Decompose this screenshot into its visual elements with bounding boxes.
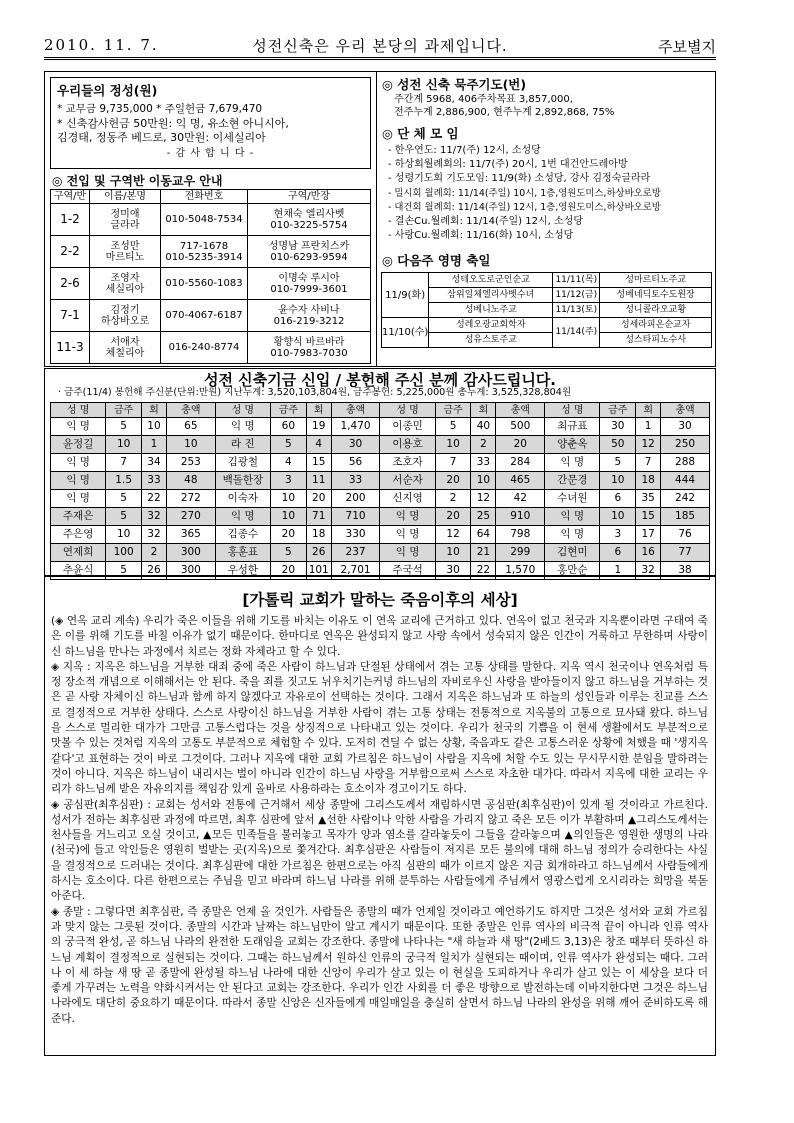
donor-value-cell: 500 [496, 418, 545, 436]
donor-value-cell: 5 [600, 454, 636, 472]
donor-name-cell: 홍만순 [545, 562, 600, 580]
article-paragraph: ◈ 종말 : 그렇다면 최후심판, 즉 종말은 언제 올 것인가. 사람들은 종말의 때가 언제일 것이라고 예언하기도 하지만 그것은 성서와 교회 가르침과 맞지 않는 그릇된 것이다. 종말의 시간과 날짜는 하느님만이 알고 계시기 때문이다. 또한 종말은 인류 역사의 비극적 끝이 아니라 인류 역사의 궁극적 완성, 곧 하느님 나라의 완전한 도래임을 교회는 강조한다. 종말에 나타나는 "새 하늘과 새 땅"(2베드 3,13)은 창조 때부터 뜻하신 하느님 계획이 결정적으로 실현되는 것이다. 그때는 하느님께서 원하신 인류의 궁극적 일치가 실현되는 때이며, 인류 역사가 완성되는 때다. 그러나 이 세 하늘 새 땅 곧 종말에 완성될 하느님 나라에 대한 신앙이 우리가 살고 있는 이 현실을 도피하거나 우리가 살고 있는 이 세상을 보다 더 좋게 가꾸려는 노력을 약화시켜서는 안 된다고 교회는 강조한다. 우리가 인간 사회를 더 좋은 방향으로 발전하는데 이바지한다면 그것은 하느님 나라에도 대단히 중요하기 때문이다. 따라서 종말 신앙은 신자들에게 매일매일을 충실히 살면서 하느님 나라의 완성을 위해 깨어 준비하도록 해준다. [51, 905, 708, 1025]
col-area: 구역/반 [51, 190, 90, 204]
table-row [51, 236, 371, 268]
table-row [51, 526, 710, 544]
name-cell: 정미애 글라라 [90, 204, 161, 236]
donor-value-cell: 11 [306, 472, 331, 490]
name-cell: 조영자 세실리아 [90, 268, 161, 300]
table-row [51, 268, 371, 300]
donor-value-cell: 300 [166, 544, 215, 562]
donor-value-cell: 3 [270, 472, 306, 490]
fund-header-cell: 금주 [106, 403, 142, 418]
donor-value-cell: 12 [636, 436, 661, 454]
fund-header-cell: 회 [142, 403, 167, 418]
donor-value-cell: 20 [270, 562, 306, 580]
donor-value-cell: 253 [166, 454, 215, 472]
fund-header-cell: 성 명 [545, 403, 600, 418]
feast-date: 11/9(화) [382, 273, 429, 318]
donor-value-cell: 242 [661, 490, 710, 508]
article-paragraph: ◈ 공심판(최후심판) : 교회는 성서와 전통에 근거해서 세상 종말에 그리스도께서 재림하시면 공심판(최후심판)이 있게 될 것이라고 가르친다. 성서가 전하는 최후심판 과정에 따르면, 최후 심판에 앞서 ▲선한 사람이나 악한 사람을 가리지 않고 죽은 모든 이가 부활하며 ▲그리스도께서는 천사들을 거느리고 오실 것이고, ▲모든 민족들을 불러놓고 목자가 양과 염소를 갈라놓듯이 그들을 갈라놓으며 ▲의인들은 영원한 생명의 나라(천국)에 들고 악인들은 영원히 벌받는 곳(지옥)으로 쫓겨간다. 최후심판은 사람들이 저지른 모든 불의에 대해 하느님 정의가 승리한다는 사실을 결정적으로 드러내는 것이다. 최후심판에 대한 가르침은 한편으로는 아직 심판의 때가 이르지 않은 지금 회개하라고 하느님께서 사람들에게 하시는 호소이다. 다른 한편으로는 주님을 믿고 바라며 하느님 나라를 위해 분투하는 사람들에게 주님께서 영광스럽게 오시리라는 희망을 북돋아준다. [51, 798, 708, 903]
donor-value-cell: 6 [600, 544, 636, 562]
donor-value-cell: 185 [661, 508, 710, 526]
donor-value-cell: 365 [166, 526, 215, 544]
groups-title: ◎ 단 체 모 임 [382, 126, 459, 141]
donor-value-cell: 22 [142, 490, 167, 508]
name-cell: 김정기 하상바오로 [90, 300, 161, 332]
donor-value-cell: 17 [636, 526, 661, 544]
donor-value-cell: 40 [471, 418, 496, 436]
donor-name-cell: 연제희 [51, 544, 106, 562]
fund-header-cell: 회 [306, 403, 331, 418]
group-item: - 사랑Cu.월례회: 11/16(화) 10시, 소성당 [388, 230, 574, 242]
group-item: - 밀시회 월례회: 11/14(주일) 10시, 1층,영원도미스,하상바오로방 [388, 187, 661, 199]
group-item: - 성령기도회 기도모임: 11/9(화) 소성당, 강사 김정숙글라라 [388, 173, 651, 185]
donor-value-cell: 3 [600, 526, 636, 544]
table-row [382, 273, 712, 288]
donor-value-cell: 56 [331, 454, 380, 472]
phone-cell: 717-1678 010-5235-3914 [161, 236, 248, 268]
donor-value-cell: 15 [306, 454, 331, 472]
donor-name-cell: 조호자 [380, 454, 435, 472]
donor-value-cell: 5 [270, 544, 306, 562]
fund-header-cell: 금주 [435, 403, 471, 418]
donor-name-cell: 김현미 [545, 544, 600, 562]
donor-value-cell: 100 [106, 544, 142, 562]
donor-value-cell: 22 [471, 562, 496, 580]
donor-name-cell: 익 명 [51, 454, 106, 472]
donor-value-cell: 330 [331, 526, 380, 544]
leader-cell: 윤수자 사비나 016-219-3212 [248, 300, 371, 332]
fund-table [50, 402, 710, 580]
table-row [51, 454, 710, 472]
feast-saint: 성세라피온순교자 [600, 318, 712, 333]
col-name: 이름/본명 [90, 190, 161, 204]
feast-saint: 성스타피노수사 [600, 333, 712, 348]
donor-value-cell: 300 [166, 562, 215, 580]
donor-name-cell: 익 명 [215, 508, 270, 526]
donor-value-cell: 33 [142, 472, 167, 490]
donor-name-cell: 우성한 [215, 562, 270, 580]
donor-value-cell: 710 [331, 508, 380, 526]
feast-saint: 성테오도로군인순교 [429, 273, 553, 288]
offering-line3: 김경태, 정동주 베드로, 30만원: 이세실리아 [57, 131, 266, 144]
phone-cell: 070-4067-6187 [161, 300, 248, 332]
phone-cell: 016-240-8774 [161, 332, 248, 364]
feast-saint: 성베니노주교 [429, 303, 553, 318]
donor-value-cell: 7 [636, 454, 661, 472]
donor-value-cell: 7 [435, 454, 471, 472]
feast-title: ◎ 다음주 영명 축일 [382, 253, 491, 268]
donor-value-cell: 19 [306, 418, 331, 436]
donor-name-cell: 최규표 [545, 418, 600, 436]
offering-line1: * 교무금 9,735,000 * 주일헌금 7,679,470 [57, 103, 263, 115]
donor-value-cell: 48 [166, 472, 215, 490]
donor-value-cell: 444 [661, 472, 710, 490]
donor-value-cell: 32 [142, 526, 167, 544]
fund-header-cell: 회 [636, 403, 661, 418]
donor-value-cell: 250 [661, 436, 710, 454]
donor-value-cell: 21 [471, 544, 496, 562]
fund-header-cell: 총액 [661, 403, 710, 418]
feast-date: 11/10(수) [382, 318, 429, 348]
donor-value-cell: 26 [306, 544, 331, 562]
table-row [51, 418, 710, 436]
donor-value-cell: 32 [142, 508, 167, 526]
article-body [51, 614, 708, 1027]
donor-value-cell: 10 [435, 436, 471, 454]
article-paragraph: ◈ 지옥 : 지옥은 하느님을 거부한 대죄 중에 죽은 사람이 하느님과 단절된 상태에서 겪는 고통 상태를 말한다. 지옥 역시 천국이나 연옥처럼 특정 장소적 개념으로 이해해서는 안 된다. 죽을 죄를 짓고도 뉘우치기는커녕 하느님의 자비로우신 사랑을 받아들이지 않고 하느님을 거부하는 것은 곧 사랑 자체이신 하느님과 함께 하지 않겠다고 자유로이 선택하는 것이다. 그래서 지옥은 하느님과 또 하늘의 성인들과 이루는 친교를 스스로 결정적으로 거부한 상태다. 스스로 사랑이신 하느님을 거부한 사람이 겪는 고통 상태는 전통적으로 지옥불의 고통으로 묘사돼 왔다. 하느님을 스스로 멀리한 대가가 그만큼 고통스럽다는 것을 상징적으로 나타내고 있는 것이다. 우리가 천국의 기쁨을 이 현세 생활에서도 부분적으로 맛볼 수 있는 것처럼 지옥의 고통도 부분적으로 체험할 수 있다. 도저히 견딜 수 없는 상황, 죽음과도 같은 고통스러운 상황에 처했을 때 '생지옥 같다'고 표현하는 것이 바로 그것이다. 그러나 지옥에 대한 교회 가르침은 하느님이 사람을 지옥에 처할 수도 있는 무시무시한 분임을 말하려는 것이 아니다. 지옥은 하느님이 내리시는 벌이 아니라 인간이 하느님 사랑을 거부함으로써 스스로 자초한 대가다. 따라서 지옥에 대한 교리는 우리가 하느님께 받은 자유의지를 책임감 있게 올바로 사용하라는 호소이자 경고이기도 하다. [51, 660, 708, 796]
donor-name-cell: 추윤식 [51, 562, 106, 580]
donor-name-cell: 익 명 [380, 544, 435, 562]
donor-value-cell: 270 [166, 508, 215, 526]
fund-header-cell: 성 명 [51, 403, 106, 418]
donor-value-cell: 10 [600, 508, 636, 526]
donor-value-cell: 798 [496, 526, 545, 544]
donor-name-cell: 주은영 [51, 526, 106, 544]
donor-value-cell: 5 [106, 418, 142, 436]
donor-value-cell: 4 [306, 436, 331, 454]
donor-value-cell: 7 [106, 454, 142, 472]
donor-name-cell: 신지영 [380, 490, 435, 508]
donor-value-cell: 10 [142, 418, 167, 436]
donor-value-cell: 5 [106, 490, 142, 508]
donor-value-cell: 2,701 [331, 562, 380, 580]
table-row [382, 318, 712, 333]
donor-value-cell: 30 [435, 562, 471, 580]
offering-line2: * 신축감사헌금 50만원: 익 명, 유소현 아니시아, [57, 117, 289, 130]
donor-value-cell: 1 [142, 436, 167, 454]
donor-name-cell: 김종수 [215, 526, 270, 544]
donor-value-cell: 1,570 [496, 562, 545, 580]
donor-value-cell: 5 [435, 418, 471, 436]
donor-name-cell: 익 명 [380, 508, 435, 526]
fund-header-cell: 금주 [600, 403, 636, 418]
donor-value-cell: 10 [270, 508, 306, 526]
donor-name-cell: 라 진 [215, 436, 270, 454]
offering-box [50, 77, 371, 169]
donor-value-cell: 18 [306, 526, 331, 544]
feast-saint: 삼위일체엘리사벳수녀 [429, 288, 553, 303]
donor-value-cell: 30 [331, 436, 380, 454]
column-divider [376, 71, 377, 367]
donor-name-cell: 서순자 [380, 472, 435, 490]
table-row [51, 436, 710, 454]
donor-name-cell: 이용호 [380, 436, 435, 454]
feast-saint: 성유스토주교 [429, 333, 553, 348]
fund-subtitle: · 금주(11/4) 봉헌해 주신분(단위:만원) 지난누계: 3,520,103,804원, 금주봉헌: 5,225,000원 총누계: 3,525,328,804원 [58, 387, 572, 398]
transfer-title: ◎ 전입 및 구역반 이동교우 안내 [52, 174, 223, 188]
rosary-section [382, 75, 712, 119]
fund-header-cell: 성 명 [215, 403, 270, 418]
donor-value-cell: 200 [331, 490, 380, 508]
fund-header-cell: 회 [471, 403, 496, 418]
area-cell: 1-2 [51, 204, 90, 236]
donor-value-cell: 30 [600, 418, 636, 436]
donor-value-cell: 65 [166, 418, 215, 436]
transfer-table [50, 189, 371, 364]
header-rule [44, 57, 716, 58]
feast-table [381, 272, 712, 348]
donor-value-cell: 2 [142, 544, 167, 562]
groups-section [382, 124, 712, 243]
table-row [51, 204, 371, 236]
donor-value-cell: 25 [471, 508, 496, 526]
donor-name-cell: 익 명 [51, 490, 106, 508]
donor-value-cell: 10 [471, 472, 496, 490]
donor-value-cell: 20 [496, 436, 545, 454]
table-row [382, 288, 712, 303]
group-item: - 결손Cu.월례회: 11/14(주일) 12시, 소성당 [388, 216, 583, 228]
donor-value-cell: 32 [636, 562, 661, 580]
donor-value-cell: 910 [496, 508, 545, 526]
donor-value-cell: 237 [331, 544, 380, 562]
col-phone: 전화번호 [161, 190, 248, 204]
donor-value-cell: 35 [636, 490, 661, 508]
header-rule-2 [44, 59, 716, 60]
donor-name-cell: 양춘옥 [545, 436, 600, 454]
donor-value-cell: 30 [661, 418, 710, 436]
table-row [51, 332, 371, 364]
name-cell: 서애자 체칠리아 [90, 332, 161, 364]
donor-value-cell: 10 [270, 490, 306, 508]
donor-name-cell: 백돌한장 [215, 472, 270, 490]
feast-date: 11/11(목) [553, 273, 600, 288]
rosary-line2: 전주누계 2,886,900, 현주누계 2,892,868, 75% [394, 107, 615, 118]
donor-name-cell: 이종민 [380, 418, 435, 436]
donor-value-cell: 272 [166, 490, 215, 508]
leader-cell: 현채숙 엘리사벳 010-3225-5754 [248, 204, 371, 236]
donor-value-cell: 299 [496, 544, 545, 562]
fund-title: 성전 신축기금 신입 / 봉헌해 주신 분께 감사드립니다. [203, 371, 557, 389]
rosary-title: ◎ 성전 신축 묵주기도(번) [382, 77, 527, 92]
donor-value-cell: 10 [106, 526, 142, 544]
rosary-line1: 주간계 5968, 406주차목표 3,857,000, [394, 94, 573, 105]
fund-header-cell: 총액 [331, 403, 380, 418]
donor-value-cell: 20 [306, 490, 331, 508]
donor-value-cell: 71 [306, 508, 331, 526]
donor-value-cell: 76 [661, 526, 710, 544]
donor-value-cell: 1.5 [106, 472, 142, 490]
feast-saint: 성니콜라오교황 [600, 303, 712, 318]
table-row [51, 472, 710, 490]
feast-date: 11/12(금) [553, 288, 600, 303]
donor-name-cell: 익 명 [545, 508, 600, 526]
table-row [51, 490, 710, 508]
donor-name-cell: 간문경 [545, 472, 600, 490]
feast-date: 11/13(토) [553, 303, 600, 318]
donor-value-cell: 5 [106, 562, 142, 580]
donor-name-cell: 익 명 [215, 418, 270, 436]
table-row [382, 303, 712, 318]
bulletin-header [44, 32, 716, 54]
donor-value-cell: 288 [661, 454, 710, 472]
donor-value-cell: 5 [270, 436, 306, 454]
donor-name-cell: 익 명 [545, 454, 600, 472]
bulletin-date: 2010. 11. 7. [44, 36, 159, 54]
donor-name-cell: 김광철 [215, 454, 270, 472]
donor-value-cell: 18 [636, 472, 661, 490]
donor-name-cell: 주국석 [380, 562, 435, 580]
leader-cell: 황향식 바르바라 010-7983-7030 [248, 332, 371, 364]
phone-cell: 010-5048-7534 [161, 204, 248, 236]
area-cell: 2-6 [51, 268, 90, 300]
fund-header-cell: 총액 [166, 403, 215, 418]
donor-value-cell: 33 [471, 454, 496, 472]
donor-value-cell: 10 [600, 472, 636, 490]
donor-value-cell: 20 [435, 472, 471, 490]
donor-value-cell: 2 [435, 490, 471, 508]
donor-value-cell: 34 [142, 454, 167, 472]
area-cell: 11-3 [51, 332, 90, 364]
donor-value-cell: 20 [435, 508, 471, 526]
donor-value-cell: 50 [600, 436, 636, 454]
col-leader: 구역/반장 [248, 190, 371, 204]
donor-value-cell: 33 [331, 472, 380, 490]
donor-value-cell: 42 [496, 490, 545, 508]
donor-name-cell: 익 명 [51, 472, 106, 490]
donor-value-cell: 77 [661, 544, 710, 562]
article-title: [가톨릭 교회가 말하는 죽음이후의 세상] [242, 591, 518, 609]
feast-date: 11/14(주) [553, 318, 600, 348]
donor-value-cell: 15 [636, 508, 661, 526]
leader-cell: 성명남 프란치스카 010-6293-9594 [248, 236, 371, 268]
donor-name-cell: 주재은 [51, 508, 106, 526]
donor-value-cell: 10 [106, 436, 142, 454]
donor-name-cell: 윤정길 [51, 436, 106, 454]
donor-name-cell: 이숙자 [215, 490, 270, 508]
donor-name-cell: 홍훈표 [215, 544, 270, 562]
donor-name-cell: 수녀원 [545, 490, 600, 508]
donor-value-cell: 101 [306, 562, 331, 580]
area-cell: 7-1 [51, 300, 90, 332]
donor-value-cell: 26 [142, 562, 167, 580]
phone-cell: 010-5560-1083 [161, 268, 248, 300]
donor-value-cell: 16 [636, 544, 661, 562]
donor-value-cell: 10 [166, 436, 215, 454]
donor-value-cell: 10 [435, 544, 471, 562]
donor-value-cell: 12 [435, 526, 471, 544]
area-cell: 2-2 [51, 236, 90, 268]
bulletin-badge: 주보별지 [658, 38, 716, 56]
donor-value-cell: 1 [600, 562, 636, 580]
group-item: - 대건회 월례회: 11/14(주일) 12시, 1층,영원도미스,하상바오로방 [388, 201, 661, 213]
feast-saint: 성베네딕토수도원장 [600, 288, 712, 303]
donor-value-cell: 38 [661, 562, 710, 580]
fund-header-cell: 총액 [496, 403, 545, 418]
feast-saint: 성레오광교회학자 [429, 318, 553, 333]
group-item: - 하상회월례회의: 11/7(주) 20시, 1번 대건안드레아방 [388, 159, 628, 171]
name-cell: 조성만 마르티노 [90, 236, 161, 268]
donor-value-cell: 2 [471, 436, 496, 454]
donor-value-cell: 6 [600, 490, 636, 508]
group-item: - 한우연도: 11/7(주) 12시, 소성당 [388, 145, 541, 156]
leader-cell: 이명숙 루시아 010-7999-3601 [248, 268, 371, 300]
table-row [51, 300, 371, 332]
donor-value-cell: 20 [270, 526, 306, 544]
donor-value-cell: 284 [496, 454, 545, 472]
table-row [382, 333, 712, 348]
bulletin-headline: 성전신축은 우리 본당의 과제입니다. [252, 37, 508, 55]
donor-value-cell: 5 [106, 508, 142, 526]
table-row [51, 544, 710, 562]
offering-title: 우리들의 정성(원) [57, 83, 158, 98]
table-row [51, 508, 710, 526]
donor-value-cell: 465 [496, 472, 545, 490]
donor-value-cell: 64 [471, 526, 496, 544]
donor-value-cell: 12 [471, 490, 496, 508]
donor-value-cell: 1,470 [331, 418, 380, 436]
offering-thanks: - 감 사 합 니 다 - [166, 148, 255, 159]
fund-header-cell: 금주 [270, 403, 306, 418]
donor-name-cell: 익 명 [51, 418, 106, 436]
donor-value-cell: 1 [636, 418, 661, 436]
article-paragraph: (◈ 연옥 교리 계속) 우리가 죽은 이들을 위해 기도를 바치는 이유도 이 연옥 교리에 근거하고 있다. 연옥이 없고 천국과 지옥뿐이라면 구태여 죽은 이를 위해 기도를 바칠 이유가 없기 때문이다. 한마디로 연옥은 완성되지 않고 사랑 속에서 성숙되지 않은 인간이 거룩하고 무한하며 사랑이신 하느님을 만나는 과정에서 치르는 정화 자체라고 할 수 있다. [51, 615, 708, 658]
fund-header-cell: 성 명 [380, 403, 435, 418]
donor-value-cell: 4 [270, 454, 306, 472]
donor-name-cell: 익 명 [380, 526, 435, 544]
donor-value-cell: 60 [270, 418, 306, 436]
feast-saint: 성마르티노주교 [600, 273, 712, 288]
donor-name-cell: 익 명 [545, 526, 600, 544]
